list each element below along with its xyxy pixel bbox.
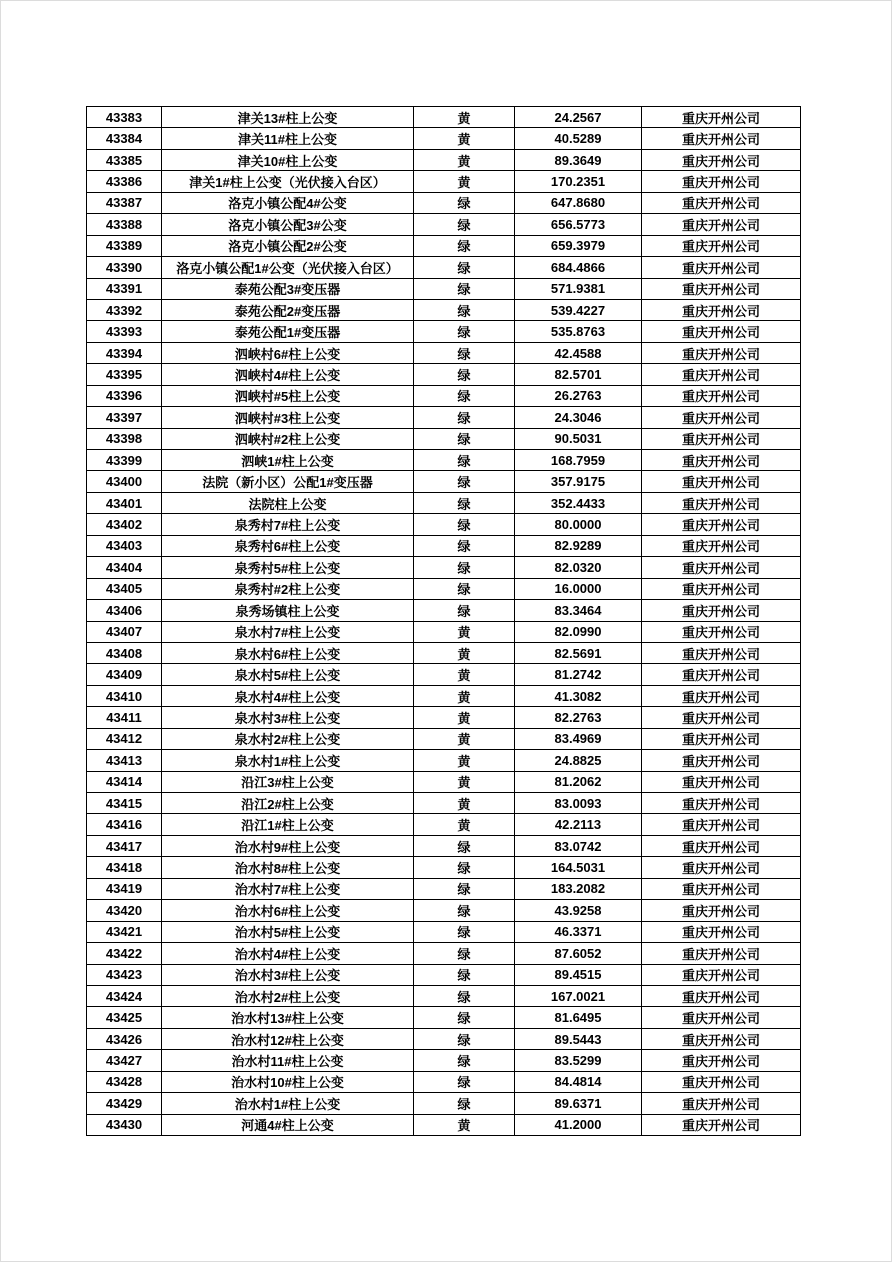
table-row xyxy=(87,793,801,814)
cell-company-name: 重庆开州公司 xyxy=(642,707,801,728)
cell-company-name: 重庆开州公司 xyxy=(642,943,801,964)
table-row xyxy=(87,385,801,406)
cell-row-id: 43385 xyxy=(87,149,162,170)
cell-load-value: 656.5773 xyxy=(515,214,642,235)
cell-load-value: 81.6495 xyxy=(515,1007,642,1028)
cell-load-value: 684.4866 xyxy=(515,257,642,278)
cell-load-value: 83.0093 xyxy=(515,793,642,814)
cell-transformer-name: 泗峡村#2柱上公变 xyxy=(162,428,414,449)
cell-row-id: 43383 xyxy=(87,107,162,128)
cell-company-name: 重庆开州公司 xyxy=(642,1007,801,1028)
cell-transformer-name: 泉水村4#柱上公变 xyxy=(162,685,414,706)
table-row xyxy=(87,878,801,899)
table-row xyxy=(87,149,801,170)
table-row xyxy=(87,600,801,621)
cell-transformer-name: 津关10#柱上公变 xyxy=(162,149,414,170)
cell-transformer-name: 洛克小镇公配3#公变 xyxy=(162,214,414,235)
cell-row-id: 43390 xyxy=(87,257,162,278)
table-row xyxy=(87,921,801,942)
cell-transformer-name: 沿江1#柱上公变 xyxy=(162,814,414,835)
cell-row-id: 43415 xyxy=(87,793,162,814)
cell-status-color: 绿 xyxy=(414,214,515,235)
table-row xyxy=(87,771,801,792)
cell-status-color: 绿 xyxy=(414,964,515,985)
cell-load-value: 46.3371 xyxy=(515,921,642,942)
cell-load-value: 42.2113 xyxy=(515,814,642,835)
cell-status-color: 绿 xyxy=(414,278,515,299)
cell-status-color: 绿 xyxy=(414,943,515,964)
cell-status-color: 绿 xyxy=(414,1093,515,1114)
table-body xyxy=(87,107,801,1136)
cell-transformer-name: 治水村5#柱上公变 xyxy=(162,921,414,942)
cell-transformer-name: 泉水村3#柱上公变 xyxy=(162,707,414,728)
cell-row-id: 43408 xyxy=(87,642,162,663)
cell-transformer-name: 泉秀村7#柱上公变 xyxy=(162,514,414,535)
cell-row-id: 43400 xyxy=(87,471,162,492)
table-row xyxy=(87,664,801,685)
cell-company-name: 重庆开州公司 xyxy=(642,214,801,235)
cell-company-name: 重庆开州公司 xyxy=(642,1114,801,1135)
cell-company-name: 重庆开州公司 xyxy=(642,535,801,556)
cell-row-id: 43399 xyxy=(87,450,162,471)
cell-company-name: 重庆开州公司 xyxy=(642,514,801,535)
cell-status-color: 黄 xyxy=(414,149,515,170)
table-row xyxy=(87,214,801,235)
cell-status-color: 黄 xyxy=(414,814,515,835)
table-row xyxy=(87,1071,801,1092)
cell-row-id: 43391 xyxy=(87,278,162,299)
cell-load-value: 89.4515 xyxy=(515,964,642,985)
cell-transformer-name: 洛克小镇公配1#公变（光伏接入台区） xyxy=(162,257,414,278)
cell-status-color: 绿 xyxy=(414,492,515,513)
cell-company-name: 重庆开州公司 xyxy=(642,450,801,471)
cell-company-name: 重庆开州公司 xyxy=(642,1028,801,1049)
cell-status-color: 绿 xyxy=(414,600,515,621)
cell-load-value: 82.0320 xyxy=(515,557,642,578)
cell-load-value: 89.6371 xyxy=(515,1093,642,1114)
cell-row-id: 43405 xyxy=(87,578,162,599)
table-row xyxy=(87,900,801,921)
cell-row-id: 43386 xyxy=(87,171,162,192)
table-row xyxy=(87,1114,801,1135)
cell-status-color: 绿 xyxy=(414,1028,515,1049)
cell-company-name: 重庆开州公司 xyxy=(642,321,801,342)
cell-row-id: 43414 xyxy=(87,771,162,792)
cell-transformer-name: 泉水村7#柱上公变 xyxy=(162,621,414,642)
cell-load-value: 82.5691 xyxy=(515,642,642,663)
table-row xyxy=(87,621,801,642)
cell-row-id: 43425 xyxy=(87,1007,162,1028)
cell-load-value: 83.5299 xyxy=(515,1050,642,1071)
cell-load-value: 168.7959 xyxy=(515,450,642,471)
cell-status-color: 黄 xyxy=(414,642,515,663)
cell-load-value: 82.0990 xyxy=(515,621,642,642)
cell-load-value: 164.5031 xyxy=(515,857,642,878)
cell-transformer-name: 泉水村5#柱上公变 xyxy=(162,664,414,685)
cell-status-color: 绿 xyxy=(414,364,515,385)
cell-transformer-name: 治水村12#柱上公变 xyxy=(162,1028,414,1049)
cell-row-id: 43393 xyxy=(87,321,162,342)
cell-company-name: 重庆开州公司 xyxy=(642,471,801,492)
cell-status-color: 绿 xyxy=(414,407,515,428)
cell-status-color: 绿 xyxy=(414,342,515,363)
table-row xyxy=(87,642,801,663)
table-row xyxy=(87,685,801,706)
table-row xyxy=(87,257,801,278)
cell-status-color: 黄 xyxy=(414,664,515,685)
cell-status-color: 绿 xyxy=(414,385,515,406)
cell-load-value: 24.3046 xyxy=(515,407,642,428)
table-row xyxy=(87,342,801,363)
cell-row-id: 43423 xyxy=(87,964,162,985)
cell-company-name: 重庆开州公司 xyxy=(642,557,801,578)
table-row xyxy=(87,471,801,492)
cell-status-color: 黄 xyxy=(414,728,515,749)
cell-status-color: 黄 xyxy=(414,171,515,192)
cell-row-id: 43392 xyxy=(87,299,162,320)
table-row xyxy=(87,171,801,192)
cell-company-name: 重庆开州公司 xyxy=(642,492,801,513)
cell-row-id: 43389 xyxy=(87,235,162,256)
cell-transformer-name: 治水村10#柱上公变 xyxy=(162,1071,414,1092)
cell-load-value: 352.4433 xyxy=(515,492,642,513)
cell-load-value: 81.2742 xyxy=(515,664,642,685)
cell-status-color: 绿 xyxy=(414,535,515,556)
cell-transformer-name: 泉秀场镇柱上公变 xyxy=(162,600,414,621)
cell-company-name: 重庆开州公司 xyxy=(642,921,801,942)
cell-transformer-name: 法院柱上公变 xyxy=(162,492,414,513)
cell-status-color: 绿 xyxy=(414,557,515,578)
cell-row-id: 43420 xyxy=(87,900,162,921)
cell-row-id: 43402 xyxy=(87,514,162,535)
cell-company-name: 重庆开州公司 xyxy=(642,385,801,406)
cell-load-value: 82.9289 xyxy=(515,535,642,556)
cell-row-id: 43430 xyxy=(87,1114,162,1135)
cell-transformer-name: 治水村8#柱上公变 xyxy=(162,857,414,878)
table-row xyxy=(87,299,801,320)
cell-row-id: 43410 xyxy=(87,685,162,706)
cell-company-name: 重庆开州公司 xyxy=(642,342,801,363)
table-row xyxy=(87,278,801,299)
cell-company-name: 重庆开州公司 xyxy=(642,728,801,749)
cell-transformer-name: 法院（新小区）公配1#变压器 xyxy=(162,471,414,492)
cell-row-id: 43396 xyxy=(87,385,162,406)
cell-row-id: 43397 xyxy=(87,407,162,428)
table-row xyxy=(87,1050,801,1071)
table-row xyxy=(87,857,801,878)
cell-row-id: 43416 xyxy=(87,814,162,835)
cell-status-color: 绿 xyxy=(414,471,515,492)
cell-company-name: 重庆开州公司 xyxy=(642,192,801,213)
cell-company-name: 重庆开州公司 xyxy=(642,878,801,899)
table-row xyxy=(87,428,801,449)
cell-load-value: 659.3979 xyxy=(515,235,642,256)
cell-load-value: 16.0000 xyxy=(515,578,642,599)
cell-company-name: 重庆开州公司 xyxy=(642,128,801,149)
cell-load-value: 81.2062 xyxy=(515,771,642,792)
cell-company-name: 重庆开州公司 xyxy=(642,750,801,771)
cell-transformer-name: 泰苑公配2#变压器 xyxy=(162,299,414,320)
table-row xyxy=(87,707,801,728)
table-row xyxy=(87,835,801,856)
cell-row-id: 43395 xyxy=(87,364,162,385)
cell-transformer-name: 泗峡村6#柱上公变 xyxy=(162,342,414,363)
cell-transformer-name: 泉水村2#柱上公变 xyxy=(162,728,414,749)
cell-transformer-name: 津关11#柱上公变 xyxy=(162,128,414,149)
cell-row-id: 43406 xyxy=(87,600,162,621)
cell-status-color: 绿 xyxy=(414,578,515,599)
cell-load-value: 647.8680 xyxy=(515,192,642,213)
cell-company-name: 重庆开州公司 xyxy=(642,578,801,599)
cell-transformer-name: 泗峡村#3柱上公变 xyxy=(162,407,414,428)
cell-transformer-name: 治水村3#柱上公变 xyxy=(162,964,414,985)
table-row xyxy=(87,1093,801,1114)
cell-status-color: 绿 xyxy=(414,235,515,256)
cell-transformer-name: 治水村6#柱上公变 xyxy=(162,900,414,921)
cell-transformer-name: 沿江3#柱上公变 xyxy=(162,771,414,792)
cell-load-value: 170.2351 xyxy=(515,171,642,192)
cell-transformer-name: 泰苑公配3#变压器 xyxy=(162,278,414,299)
cell-transformer-name: 泗峡村#5柱上公变 xyxy=(162,385,414,406)
cell-status-color: 绿 xyxy=(414,321,515,342)
cell-row-id: 43424 xyxy=(87,985,162,1006)
cell-company-name: 重庆开州公司 xyxy=(642,642,801,663)
cell-transformer-name: 泉秀村5#柱上公变 xyxy=(162,557,414,578)
cell-status-color: 黄 xyxy=(414,1114,515,1135)
table-row xyxy=(87,985,801,1006)
cell-load-value: 41.3082 xyxy=(515,685,642,706)
cell-company-name: 重庆开州公司 xyxy=(642,107,801,128)
cell-company-name: 重庆开州公司 xyxy=(642,985,801,1006)
cell-status-color: 绿 xyxy=(414,900,515,921)
cell-transformer-name: 洛克小镇公配2#公变 xyxy=(162,235,414,256)
cell-company-name: 重庆开州公司 xyxy=(642,964,801,985)
cell-load-value: 42.4588 xyxy=(515,342,642,363)
cell-load-value: 357.9175 xyxy=(515,471,642,492)
cell-row-id: 43401 xyxy=(87,492,162,513)
cell-status-color: 黄 xyxy=(414,685,515,706)
cell-load-value: 43.9258 xyxy=(515,900,642,921)
cell-company-name: 重庆开州公司 xyxy=(642,835,801,856)
cell-row-id: 43417 xyxy=(87,835,162,856)
cell-load-value: 82.5701 xyxy=(515,364,642,385)
cell-load-value: 26.2763 xyxy=(515,385,642,406)
cell-status-color: 绿 xyxy=(414,1071,515,1092)
cell-row-id: 43413 xyxy=(87,750,162,771)
cell-load-value: 24.2567 xyxy=(515,107,642,128)
table-row xyxy=(87,128,801,149)
cell-company-name: 重庆开州公司 xyxy=(642,149,801,170)
cell-transformer-name: 治水村4#柱上公变 xyxy=(162,943,414,964)
cell-status-color: 绿 xyxy=(414,857,515,878)
cell-status-color: 黄 xyxy=(414,771,515,792)
cell-transformer-name: 泰苑公配1#变压器 xyxy=(162,321,414,342)
cell-load-value: 535.8763 xyxy=(515,321,642,342)
cell-company-name: 重庆开州公司 xyxy=(642,814,801,835)
cell-transformer-name: 泗峡村4#柱上公变 xyxy=(162,364,414,385)
table-row xyxy=(87,1007,801,1028)
transformer-table xyxy=(86,106,801,1136)
cell-status-color: 绿 xyxy=(414,878,515,899)
cell-transformer-name: 津关13#柱上公变 xyxy=(162,107,414,128)
table-row xyxy=(87,943,801,964)
cell-row-id: 43426 xyxy=(87,1028,162,1049)
cell-status-color: 绿 xyxy=(414,985,515,1006)
cell-transformer-name: 洛克小镇公配4#公变 xyxy=(162,192,414,213)
cell-transformer-name: 治水村1#柱上公变 xyxy=(162,1093,414,1114)
table-row xyxy=(87,321,801,342)
table-row xyxy=(87,364,801,385)
cell-load-value: 571.9381 xyxy=(515,278,642,299)
cell-row-id: 43429 xyxy=(87,1093,162,1114)
table-row xyxy=(87,107,801,128)
table-row xyxy=(87,557,801,578)
cell-company-name: 重庆开州公司 xyxy=(642,621,801,642)
cell-transformer-name: 泉秀村6#柱上公变 xyxy=(162,535,414,556)
cell-company-name: 重庆开州公司 xyxy=(642,235,801,256)
cell-status-color: 绿 xyxy=(414,450,515,471)
cell-status-color: 黄 xyxy=(414,750,515,771)
cell-row-id: 43384 xyxy=(87,128,162,149)
cell-status-color: 绿 xyxy=(414,514,515,535)
cell-load-value: 83.4969 xyxy=(515,728,642,749)
cell-row-id: 43409 xyxy=(87,664,162,685)
cell-company-name: 重庆开州公司 xyxy=(642,1071,801,1092)
cell-load-value: 41.2000 xyxy=(515,1114,642,1135)
cell-status-color: 绿 xyxy=(414,192,515,213)
cell-status-color: 绿 xyxy=(414,299,515,320)
cell-company-name: 重庆开州公司 xyxy=(642,1050,801,1071)
cell-row-id: 43387 xyxy=(87,192,162,213)
table-row xyxy=(87,492,801,513)
cell-load-value: 84.4814 xyxy=(515,1071,642,1092)
cell-transformer-name: 津关1#柱上公变（光伏接入台区） xyxy=(162,171,414,192)
cell-company-name: 重庆开州公司 xyxy=(642,771,801,792)
cell-load-value: 87.6052 xyxy=(515,943,642,964)
cell-company-name: 重庆开州公司 xyxy=(642,1093,801,1114)
cell-load-value: 80.0000 xyxy=(515,514,642,535)
table-row xyxy=(87,964,801,985)
cell-company-name: 重庆开州公司 xyxy=(642,171,801,192)
cell-company-name: 重庆开州公司 xyxy=(642,857,801,878)
cell-load-value: 24.8825 xyxy=(515,750,642,771)
table-row xyxy=(87,1028,801,1049)
cell-transformer-name: 治水村11#柱上公变 xyxy=(162,1050,414,1071)
cell-status-color: 黄 xyxy=(414,621,515,642)
cell-row-id: 43422 xyxy=(87,943,162,964)
cell-load-value: 40.5289 xyxy=(515,128,642,149)
cell-transformer-name: 泉秀村#2柱上公变 xyxy=(162,578,414,599)
cell-status-color: 绿 xyxy=(414,1007,515,1028)
cell-status-color: 绿 xyxy=(414,257,515,278)
cell-company-name: 重庆开州公司 xyxy=(642,685,801,706)
table-row xyxy=(87,578,801,599)
cell-load-value: 539.4227 xyxy=(515,299,642,320)
cell-transformer-name: 治水村7#柱上公变 xyxy=(162,878,414,899)
cell-company-name: 重庆开州公司 xyxy=(642,299,801,320)
cell-transformer-name: 治水村9#柱上公变 xyxy=(162,835,414,856)
cell-load-value: 183.2082 xyxy=(515,878,642,899)
cell-row-id: 43421 xyxy=(87,921,162,942)
cell-company-name: 重庆开州公司 xyxy=(642,900,801,921)
table-row xyxy=(87,192,801,213)
cell-row-id: 43388 xyxy=(87,214,162,235)
cell-transformer-name: 治水村2#柱上公变 xyxy=(162,985,414,1006)
cell-row-id: 43398 xyxy=(87,428,162,449)
cell-row-id: 43411 xyxy=(87,707,162,728)
table-row xyxy=(87,750,801,771)
cell-company-name: 重庆开州公司 xyxy=(642,793,801,814)
cell-status-color: 黄 xyxy=(414,107,515,128)
table-row xyxy=(87,407,801,428)
cell-transformer-name: 泉水村1#柱上公变 xyxy=(162,750,414,771)
cell-load-value: 167.0021 xyxy=(515,985,642,1006)
cell-load-value: 89.3649 xyxy=(515,149,642,170)
cell-company-name: 重庆开州公司 xyxy=(642,600,801,621)
cell-status-color: 绿 xyxy=(414,428,515,449)
cell-row-id: 43419 xyxy=(87,878,162,899)
table-row xyxy=(87,450,801,471)
cell-company-name: 重庆开州公司 xyxy=(642,664,801,685)
cell-row-id: 43404 xyxy=(87,557,162,578)
cell-load-value: 83.0742 xyxy=(515,835,642,856)
cell-company-name: 重庆开州公司 xyxy=(642,407,801,428)
cell-load-value: 82.2763 xyxy=(515,707,642,728)
table-row xyxy=(87,514,801,535)
cell-transformer-name: 治水村13#柱上公变 xyxy=(162,1007,414,1028)
cell-transformer-name: 泗峡1#柱上公变 xyxy=(162,450,414,471)
cell-row-id: 43427 xyxy=(87,1050,162,1071)
cell-company-name: 重庆开州公司 xyxy=(642,364,801,385)
cell-row-id: 43418 xyxy=(87,857,162,878)
cell-row-id: 43412 xyxy=(87,728,162,749)
table-row xyxy=(87,535,801,556)
cell-load-value: 89.5443 xyxy=(515,1028,642,1049)
table-row xyxy=(87,235,801,256)
cell-status-color: 绿 xyxy=(414,835,515,856)
cell-transformer-name: 泉水村6#柱上公变 xyxy=(162,642,414,663)
cell-row-id: 43394 xyxy=(87,342,162,363)
cell-load-value: 83.3464 xyxy=(515,600,642,621)
cell-company-name: 重庆开州公司 xyxy=(642,428,801,449)
cell-status-color: 绿 xyxy=(414,921,515,942)
cell-company-name: 重庆开州公司 xyxy=(642,257,801,278)
cell-load-value: 90.5031 xyxy=(515,428,642,449)
cell-status-color: 绿 xyxy=(414,1050,515,1071)
cell-status-color: 黄 xyxy=(414,128,515,149)
cell-transformer-name: 河通4#柱上公变 xyxy=(162,1114,414,1135)
cell-status-color: 黄 xyxy=(414,707,515,728)
cell-row-id: 43407 xyxy=(87,621,162,642)
table-row xyxy=(87,728,801,749)
cell-company-name: 重庆开州公司 xyxy=(642,278,801,299)
cell-transformer-name: 沿江2#柱上公变 xyxy=(162,793,414,814)
cell-status-color: 黄 xyxy=(414,793,515,814)
table-row xyxy=(87,814,801,835)
cell-row-id: 43428 xyxy=(87,1071,162,1092)
cell-row-id: 43403 xyxy=(87,535,162,556)
